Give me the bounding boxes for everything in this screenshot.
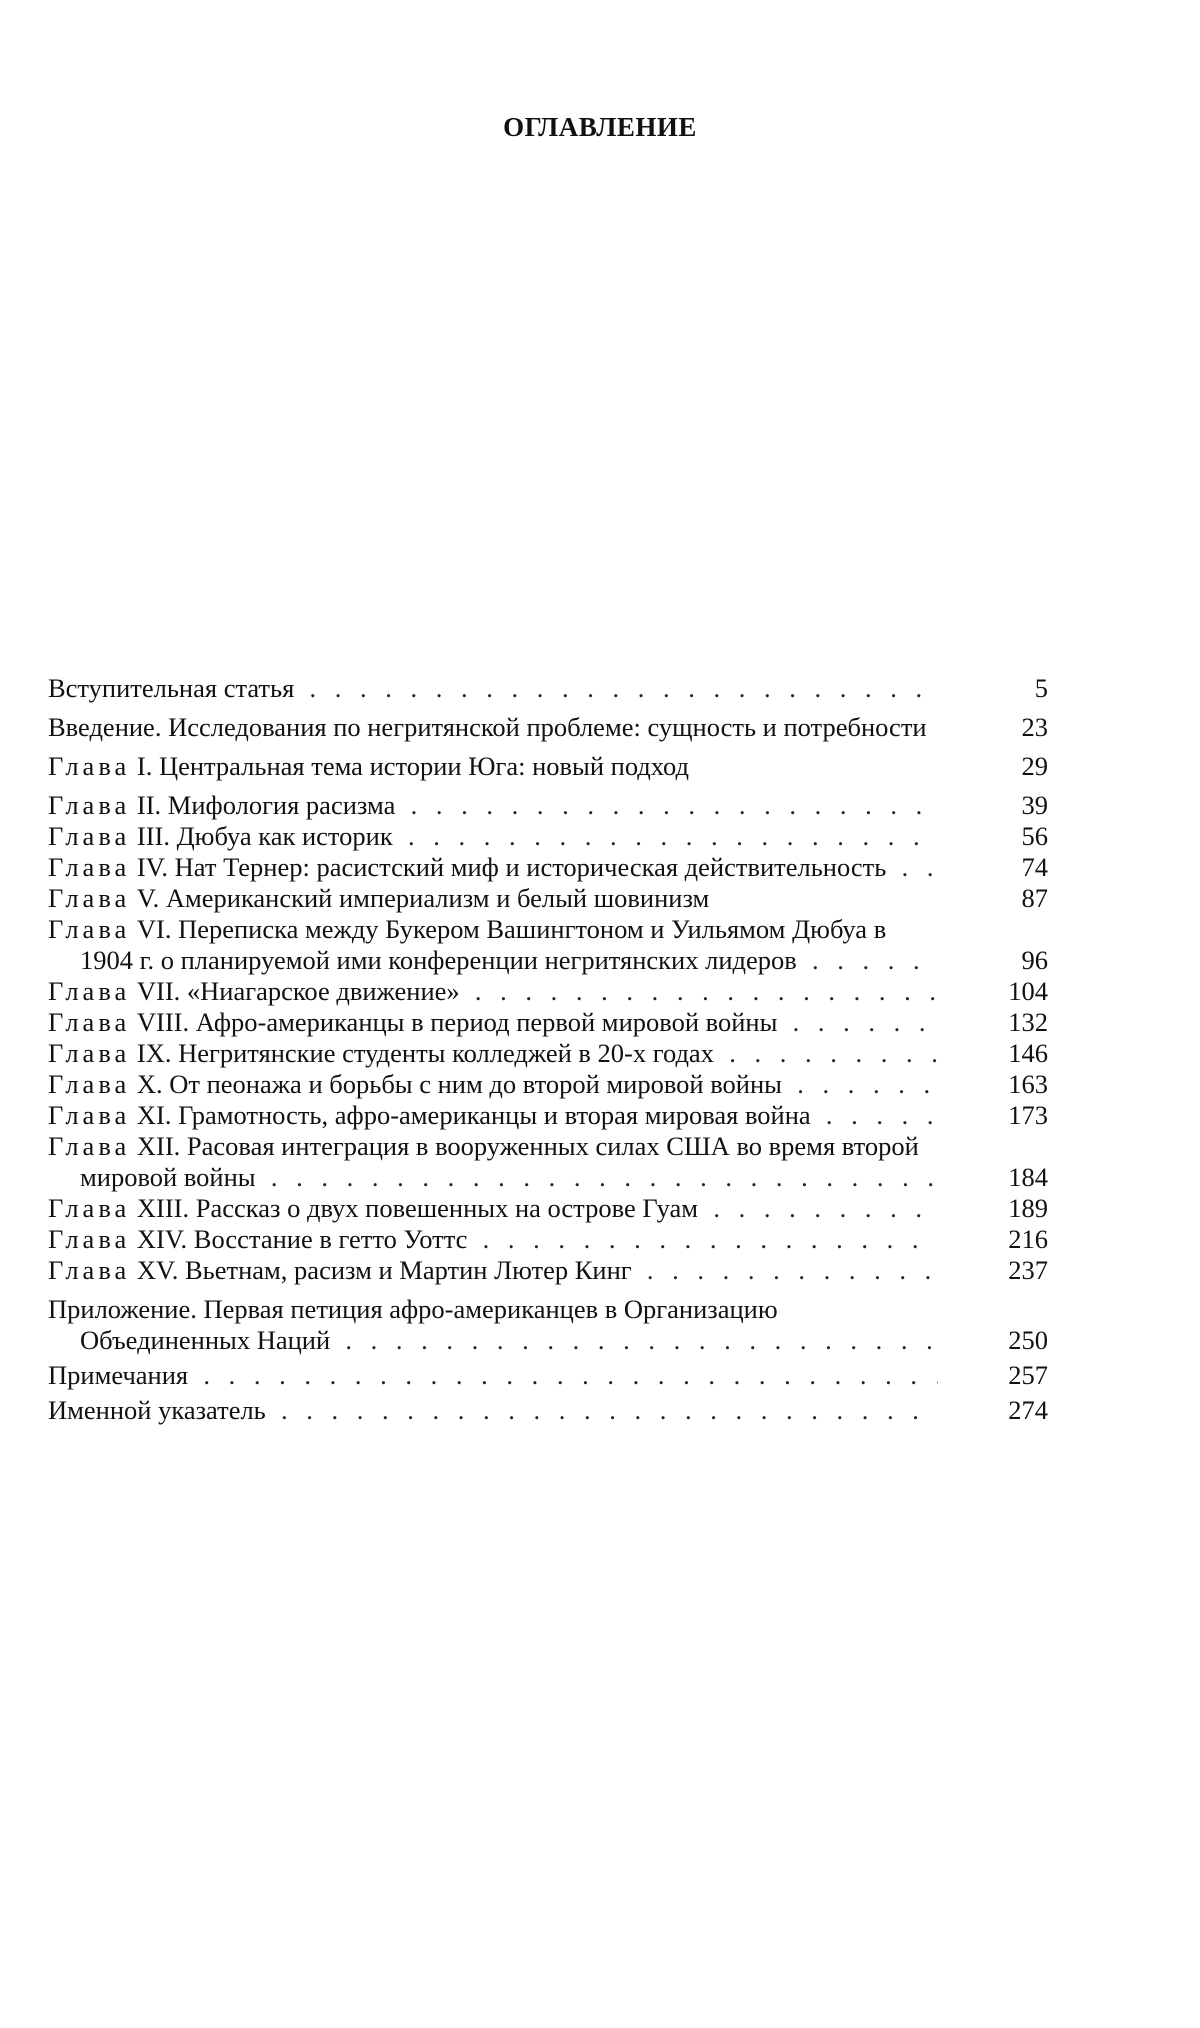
toc-entry-page: 146 — [1008, 1038, 1048, 1068]
chapter-prefix: Глава — [48, 976, 131, 1006]
chapter-prefix: Глава — [48, 883, 131, 913]
toc-entry-page: 74 — [1021, 852, 1048, 882]
toc-entry-chapter-7[interactable] — [48, 976, 1055, 1007]
chapter-prefix: Глава — [48, 821, 131, 851]
toc-entry-title: XI. Грамотность, афро-американцы и вторая мировая война — [136, 1100, 811, 1130]
toc-entry-page: 132 — [1008, 1007, 1048, 1037]
toc-entry-title: V. Американский империализм и белый шовинизм — [136, 883, 710, 913]
toc-entry-chapter-15[interactable] — [48, 1255, 1055, 1286]
toc-entry-chapter-3[interactable] — [48, 821, 1055, 852]
toc-entry-chapter-13[interactable] — [48, 1193, 1055, 1224]
toc-entry-page: 184 — [1008, 1162, 1048, 1192]
toc-entry-notes[interactable] — [48, 1360, 1055, 1391]
chapter-prefix: Глава — [48, 1069, 131, 1099]
toc-entry-chapter-6[interactable] — [48, 914, 1055, 976]
toc-entry-title: X. От пеонажа и борьбы с ним до второй мировой войны — [136, 1069, 782, 1099]
toc-entry-page: 237 — [1008, 1255, 1048, 1285]
chapter-prefix: Глава — [48, 1193, 131, 1223]
toc-entry-title: III. Дюбуа как историк — [136, 821, 393, 851]
toc-entry-title: XII. Расовая интеграция в вооруженных силах США во время второй мировой войны — [80, 1131, 919, 1192]
chapter-prefix: Глава — [48, 1255, 131, 1285]
chapter-prefix: Глава — [48, 1100, 131, 1130]
chapter-prefix: Глава — [48, 1224, 131, 1254]
toc-entry-title: VII. «Ниагарское движение» — [136, 976, 460, 1006]
toc-entry-page: 189 — [1008, 1193, 1048, 1223]
toc-entry-chapter-5[interactable] — [48, 883, 1055, 914]
chapter-prefix: Глава — [48, 1131, 131, 1161]
toc-entry-title: Примечания — [48, 1360, 194, 1390]
toc-entry-title: Именной указатель — [48, 1395, 272, 1425]
toc-entry-page: 96 — [1021, 945, 1048, 975]
toc-entry-page: 274 — [1008, 1395, 1048, 1425]
toc-entry-title: IV. Нат Тернер: расистский миф и историческая действительность — [136, 852, 887, 882]
chapter-prefix: Глава — [48, 852, 131, 882]
toc-entry-chapter-11[interactable] — [48, 1100, 1055, 1131]
page-title: ОГЛАВЛЕНИЕ — [503, 112, 697, 142]
toc-entry-title: VIII. Афро-американцы в период первой мировой войны — [136, 1007, 778, 1037]
toc-entry-page: 104 — [1008, 976, 1048, 1006]
toc-entry-page: 173 — [1008, 1100, 1048, 1130]
toc-entry-page: 56 — [1021, 821, 1048, 851]
toc-entry-title: I. Центральная тема истории Юга: новый подход — [136, 751, 690, 781]
toc-entry-chapter-1[interactable] — [48, 751, 1055, 782]
toc-entry-introduction[interactable] — [48, 712, 1055, 743]
toc-entry-chapter-8[interactable] — [48, 1007, 1055, 1038]
toc-entry-title: XIII. Рассказ о двух повешенных на острове Гуам — [136, 1193, 699, 1223]
chapter-prefix: Глава — [48, 790, 131, 820]
toc-entry-page: 5 — [1034, 673, 1048, 703]
toc-entry-title: VI. Переписка между Букером Вашингтоном и Уильямом Дюбуа в 1904 г. о планируемой ими конференции негритянских лидеров — [80, 914, 887, 975]
toc-entry-chapter-10[interactable] — [48, 1069, 1055, 1100]
toc-entry-page: 29 — [1021, 751, 1048, 781]
toc-entry-chapter-9[interactable] — [48, 1038, 1055, 1069]
table-of-contents — [48, 673, 1055, 1426]
chapter-prefix: Глава — [48, 751, 131, 781]
toc-entry-title: Вступительная статья — [48, 673, 300, 703]
toc-entry-title: Приложение. Первая петиция афро-американцев в Организацию Объединенных Наций — [48, 1294, 778, 1355]
toc-entry-page: 39 — [1021, 790, 1048, 820]
toc-entry-page: 23 — [1021, 712, 1048, 742]
toc-entry-page: 257 — [1008, 1360, 1048, 1390]
toc-entry-introductory-article[interactable] — [48, 673, 1055, 704]
toc-entry-page: 87 — [1021, 883, 1048, 913]
toc-entry-page: 216 — [1008, 1224, 1048, 1254]
toc-entry-appendix[interactable] — [48, 1294, 1055, 1356]
toc-entry-name-index[interactable] — [48, 1395, 1055, 1426]
toc-entry-chapter-4[interactable] — [48, 852, 1055, 883]
toc-entry-title: XIV. Восстание в гетто Уоттс — [136, 1224, 468, 1254]
toc-entry-title: II. Мифология расизма — [136, 790, 396, 820]
toc-entry-title: XV. Вьетнам, расизм и Мартин Лютер Кинг — [136, 1255, 632, 1285]
toc-entry-chapter-2[interactable] — [48, 790, 1055, 821]
toc-entry-page: 163 — [1008, 1069, 1048, 1099]
chapter-prefix: Глава — [48, 1038, 131, 1068]
toc-entry-page: 250 — [1008, 1325, 1048, 1355]
toc-entry-title: Введение. Исследования по негритянской проблеме: сущность и потребности — [48, 712, 933, 742]
toc-entry-chapter-12[interactable] — [48, 1131, 1055, 1193]
toc-entry-chapter-14[interactable] — [48, 1224, 1055, 1255]
toc-entry-title: IX. Негритянские студенты колледжей в 20-х годах — [136, 1038, 714, 1068]
chapter-prefix: Глава — [48, 1007, 131, 1037]
chapter-prefix: Глава — [48, 914, 131, 944]
